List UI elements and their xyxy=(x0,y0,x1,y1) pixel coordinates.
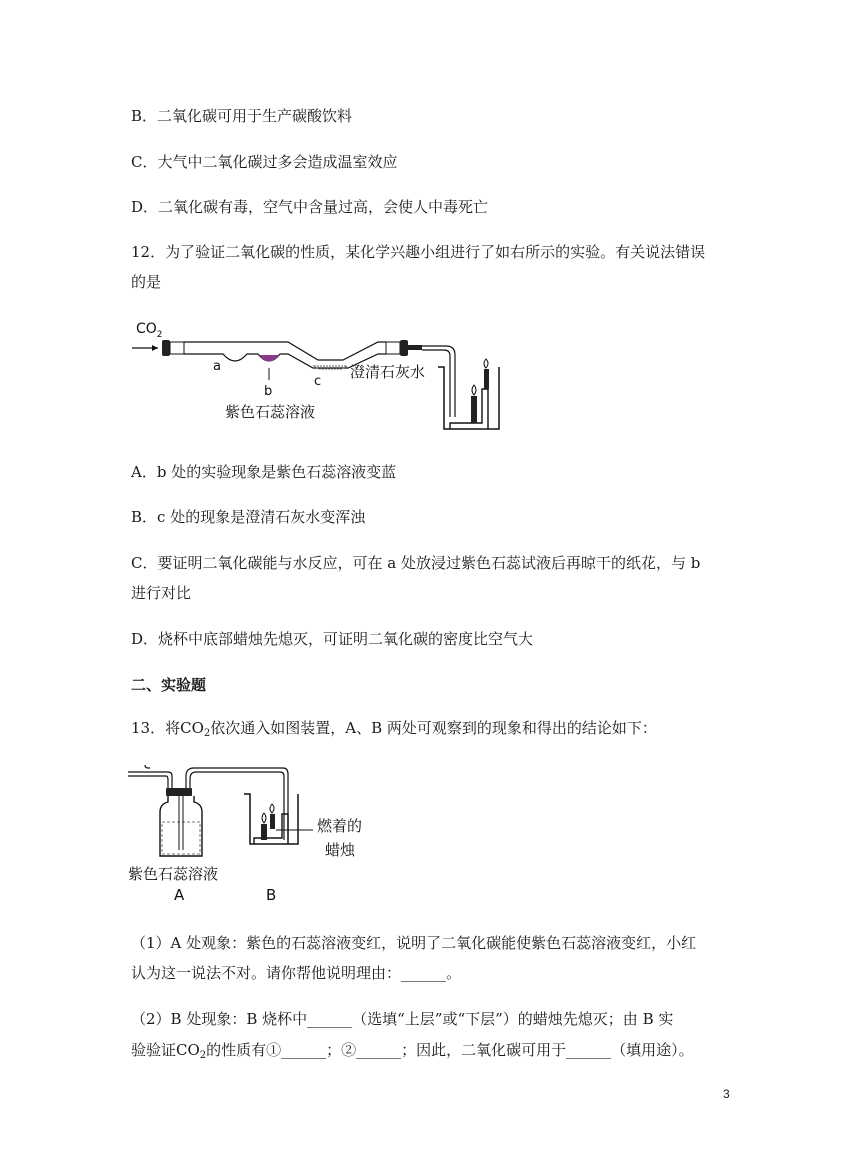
figure-co2-tube-apparatus xyxy=(128,313,508,438)
q12-stem-line1: 12．为了验证二氧化碳的性质，某化学兴趣小组进行了如右所示的实验。有关说法错误 xyxy=(131,243,706,261)
fig1-co2-label: $CO_2$ xyxy=(136,321,163,340)
q13-part1-line1: （1）A 处观象：紫色的石蕊溶液变红，说明了二氧化碳能使紫色石蕊溶液变红，小红 xyxy=(131,934,697,952)
q13-part2-line2: 验验证$CO_2$的性质有①______；②______；因此，二氧化碳可用于______（填用途）。 xyxy=(131,1041,694,1061)
fig2-candle-label-2: 蜡烛 xyxy=(325,841,356,859)
fig1-limewater-label: 澄清石灰水 xyxy=(350,363,426,381)
page-number: 3 xyxy=(723,1087,730,1101)
fig2-label-b: B xyxy=(266,886,277,904)
fig1-label-a: a xyxy=(213,359,221,374)
q12-option-c-line2: 进行对比 xyxy=(131,584,192,602)
q12-option-c-line1: C．要证明二氧化碳能与水反应，可在 a 处放浸过紫色石蕊试液后再晾干的纸花，与 b xyxy=(131,554,701,572)
figure-ab-apparatus xyxy=(128,760,368,905)
q11-option-b: B．二氧化碳可用于生产碳酸饮料 xyxy=(131,107,353,125)
section-heading-experiments: 二、实验题 xyxy=(131,676,207,694)
q13-stem: 13．将$CO_2$依次通入如图装置，A、B 两处可观察到的现象和得出的结论如下： xyxy=(131,719,657,739)
fig1-label-c: c xyxy=(314,374,322,389)
fig1-litmus-label: 紫色石蕊溶液 xyxy=(225,403,316,421)
q13-part2-line1: （2）B 处现象：B 烧杯中______（选填“上层”或“下层”）的蜡烛先熄灭；由 B 实 xyxy=(131,1010,674,1028)
q12-stem-line2: 的是 xyxy=(131,273,162,291)
fig2-litmus-label: 紫色石蕊溶液 xyxy=(128,865,219,883)
q12-option-d: D．烧杯中底部蜡烛先熄灭，可证明二氧化碳的密度比空气大 xyxy=(131,630,534,648)
q11-option-c: C．大气中二氧化碳过多会造成温室效应 xyxy=(131,153,398,171)
co2-formula: $CO_2$ xyxy=(176,1041,207,1061)
q11-option-d: D．二氧化碳有毒，空气中含量过高，会使人中毒死亡 xyxy=(131,198,489,216)
q13-part1-line2: 认为这一说法不对。请你帮他说明理由：______。 xyxy=(131,964,462,982)
litmus-solution-drop xyxy=(259,355,279,362)
fig2-label-a: A xyxy=(174,886,185,904)
q12-option-a: A．b 处的实验现象是紫色石蕊溶液变蓝 xyxy=(131,463,397,481)
fig2-candle-label-1: 燃着的 xyxy=(317,817,363,835)
q12-option-b: B．c 处的现象是澄清石灰水变浑浊 xyxy=(131,508,366,526)
co2-formula: $CO_2$ xyxy=(180,719,211,739)
fig1-label-b: b xyxy=(264,384,273,399)
